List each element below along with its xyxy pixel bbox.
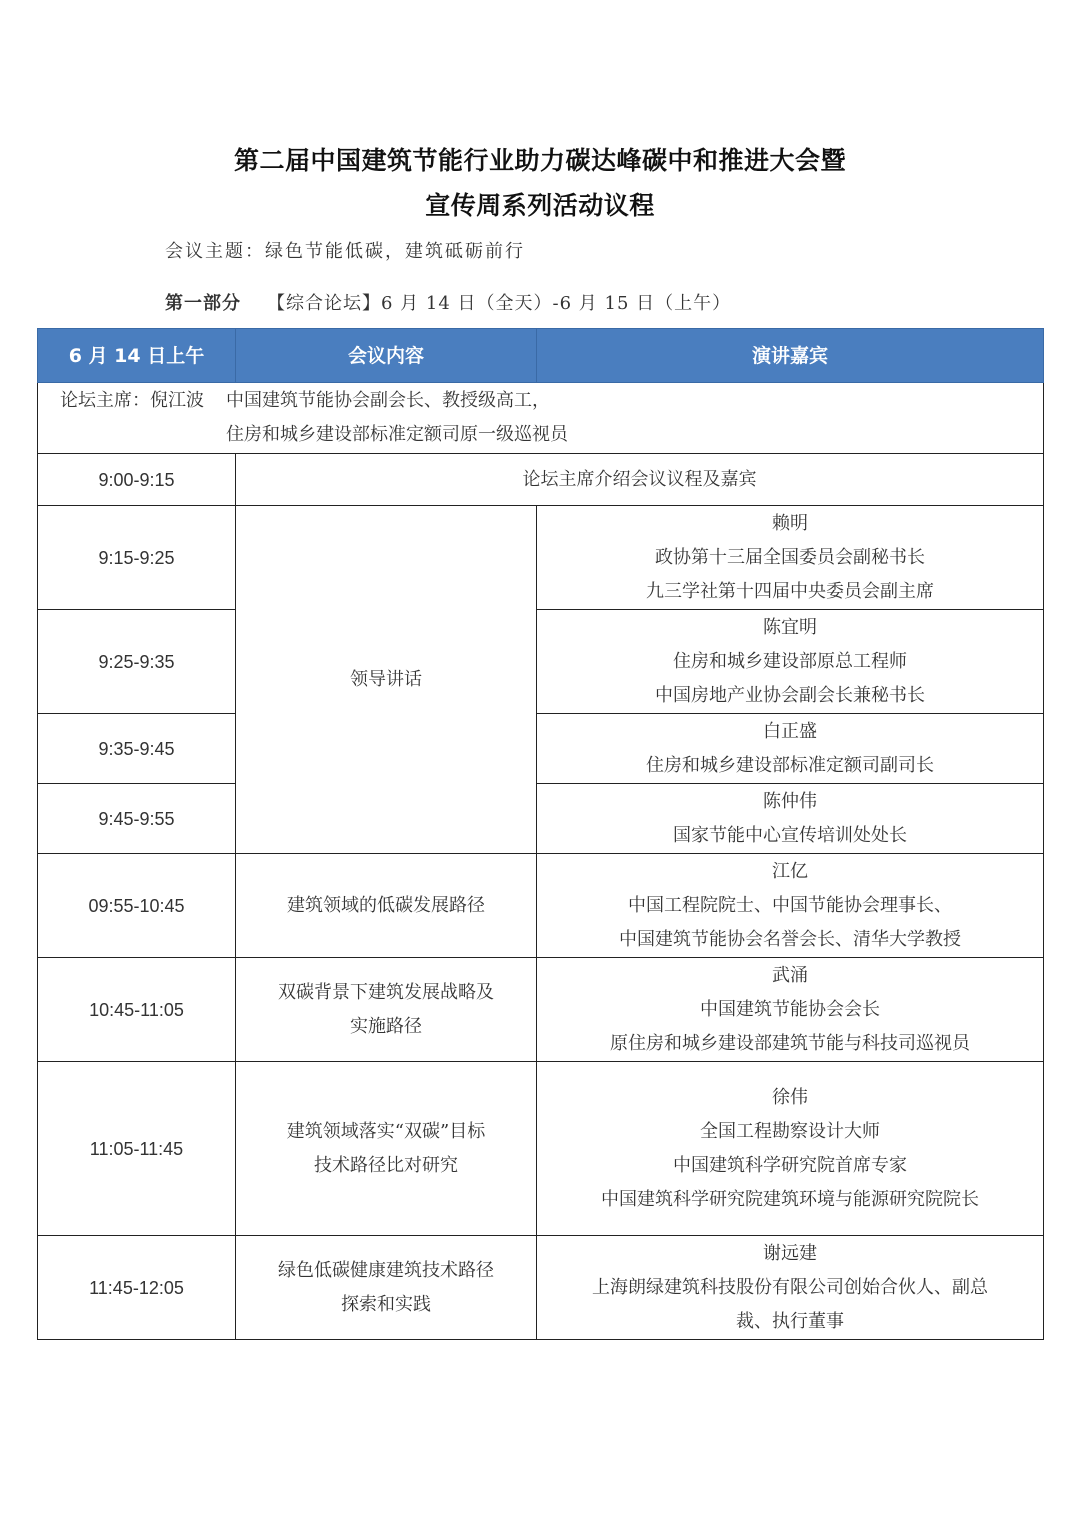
time-cell: 10:45-11:05 [38, 958, 236, 1062]
content-cell [236, 854, 537, 958]
time-cell: 9:15-9:25 [38, 506, 236, 610]
speaker-cell [537, 854, 1044, 958]
part-text: 【综合论坛】6 月 14 日（全天）-6 月 15 日（上午） [267, 293, 732, 314]
part-label: 第一部分 [165, 293, 241, 314]
speaker-name: 陈宜明 [763, 616, 817, 638]
content-cell [236, 958, 537, 1062]
speaker-title: 中国建筑科学研究院建筑环境与能源研究院院长 [601, 1188, 979, 1210]
topic-line: 绿色低碳健康建筑技术路径 [278, 1259, 494, 1281]
content-cell [236, 1062, 537, 1236]
speaker-title: 全国工程勘察设计大师 [700, 1120, 880, 1142]
content-cell: 论坛主席介绍会议议程及嘉宾 [236, 454, 1044, 506]
time-cell: 9:45-9:55 [38, 784, 236, 854]
speaker-name: 江亿 [772, 860, 808, 882]
speaker-name: 白正盛 [763, 720, 817, 742]
table-row [38, 1062, 1044, 1236]
table-row [38, 506, 1044, 610]
forum-chair-title-2: 住房和城乡建设部标准定额司原一级巡视员 [226, 424, 568, 445]
time-cell: 9:00-9:15 [38, 454, 236, 506]
speaker-name: 武涌 [772, 964, 808, 986]
time-cell: 9:35-9:45 [38, 714, 236, 784]
speaker-cell [537, 610, 1044, 714]
meeting-theme: 会议主题：绿色节能低碳，建筑砥砺前行 [165, 241, 525, 262]
forum-chair-title-1: 中国建筑节能协会副会长、教授级高工， [226, 390, 550, 411]
topic-line: 双碳背景下建筑发展战略及 [278, 981, 494, 1003]
speaker-name: 徐伟 [772, 1086, 808, 1108]
table-header-row [38, 329, 1044, 383]
part-heading [165, 289, 731, 315]
column-header-speaker: 演讲嘉宾 [537, 329, 1044, 383]
leader-talk-cell: 领导讲话 [236, 506, 537, 854]
table-row [38, 958, 1044, 1062]
table-row [38, 714, 1044, 784]
speaker-title: 住房和城乡建设部标准定额司副司长 [646, 754, 934, 776]
table-row [38, 854, 1044, 958]
chair-row [38, 383, 1044, 454]
table-row [38, 454, 1044, 506]
speaker-title: 国家节能中心宣传培训处处长 [673, 824, 907, 846]
speaker-cell [537, 714, 1044, 784]
forum-chair-cell [38, 383, 1044, 454]
content-cell [236, 1236, 537, 1340]
speaker-name: 谢远建 [763, 1242, 817, 1264]
speaker-cell [537, 784, 1044, 854]
page-title-line1: 第二届中国建筑节能行业助力碳达峰碳中和推进大会暨 [233, 146, 846, 175]
topic-line: 技术路径比对研究 [314, 1154, 458, 1176]
table-row [38, 1236, 1044, 1340]
speaker-cell [537, 1062, 1044, 1236]
table-row [38, 784, 1044, 854]
speaker-title: 中国建筑节能协会名誉会长、清华大学教授 [619, 928, 961, 950]
topic-line: 探索和实践 [341, 1293, 431, 1315]
speaker-title: 上海朗绿建筑科技股份有限公司创始合伙人、副总 [592, 1276, 988, 1298]
forum-chair-label: 论坛主席：倪江波 [60, 390, 204, 411]
speaker-title: 政协第十三届全国委员会副秘书长 [655, 546, 925, 568]
time-cell: 09:55-10:45 [38, 854, 236, 958]
speaker-title: 中国房地产业协会副会长兼秘书长 [655, 684, 925, 706]
speaker-name: 赖明 [772, 512, 808, 534]
column-header-content: 会议内容 [236, 329, 537, 383]
speaker-name: 陈仲伟 [763, 790, 817, 812]
time-cell: 11:45-12:05 [38, 1236, 236, 1340]
agenda-table [37, 328, 1044, 1340]
speaker-title: 原住房和城乡建设部建筑节能与科技司巡视员 [610, 1032, 970, 1054]
page-title-line2: 宣传周系列活动议程 [425, 191, 655, 220]
time-cell: 11:05-11:45 [38, 1062, 236, 1236]
speaker-cell [537, 958, 1044, 1062]
speaker-cell [537, 506, 1044, 610]
speaker-title: 裁、执行董事 [736, 1310, 844, 1332]
speaker-title: 中国工程院院士、中国节能协会理事长、 [628, 894, 952, 916]
speaker-cell [537, 1236, 1044, 1340]
topic-line: 建筑领域落实“双碳”目标 [286, 1120, 486, 1142]
speaker-title: 中国建筑科学研究院首席专家 [673, 1154, 907, 1176]
speaker-title: 九三学社第十四届中央委员会副主席 [646, 580, 934, 602]
column-header-time: 6 月 14 日上午 [38, 329, 236, 383]
topic-line: 实施路径 [350, 1015, 422, 1037]
speaker-title: 中国建筑节能协会会长 [700, 998, 880, 1020]
topic-line: 建筑领域的低碳发展路径 [287, 894, 485, 916]
speaker-title: 住房和城乡建设部原总工程师 [673, 650, 907, 672]
time-cell: 9:25-9:35 [38, 610, 236, 714]
table-row [38, 610, 1044, 714]
